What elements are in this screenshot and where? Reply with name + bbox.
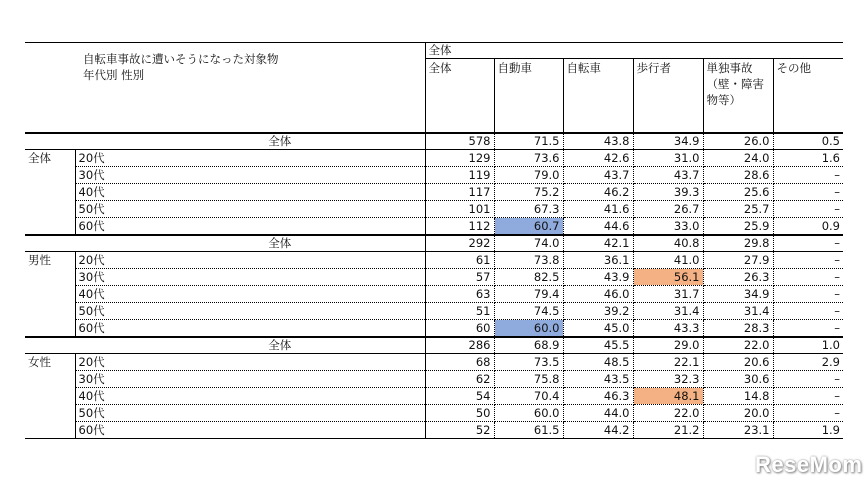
column-header-line: （壁・障害 (706, 77, 764, 91)
column-header (425, 59, 494, 133)
table-cell: 33.0 (633, 218, 703, 235)
age-label: 20代 (75, 150, 425, 167)
table-cell: 286 (425, 337, 494, 354)
column-header-line: その他 (776, 61, 811, 75)
table-cell: 31.0 (633, 150, 703, 167)
table-row (25, 286, 843, 303)
header-row-group (25, 43, 843, 59)
table-cell: 1.6 (773, 150, 843, 167)
table-cell: 68.9 (494, 337, 563, 354)
table-cell: 32.3 (633, 371, 703, 388)
column-header (773, 59, 843, 133)
table-row (25, 371, 843, 388)
column-header-line: 全体 (428, 61, 452, 75)
table-cell: 73.8 (494, 252, 563, 269)
table-cell: 43.7 (563, 167, 633, 184)
table-cell: – (773, 286, 843, 303)
table-row (25, 320, 843, 337)
table-cell: 21.2 (633, 422, 703, 439)
table-cell: 117 (425, 184, 494, 201)
column-header (703, 59, 773, 133)
table-cell: 73.5 (494, 354, 563, 371)
group-total-row (25, 133, 843, 150)
table-cell: 41.0 (633, 252, 703, 269)
table-cell: – (773, 320, 843, 337)
table-cell: 1.9 (773, 422, 843, 439)
table-cell: 39.2 (563, 303, 633, 320)
table-cell: 46.0 (563, 286, 633, 303)
group-total-label: 全体 (25, 337, 425, 354)
table-cell: – (773, 201, 843, 218)
table-cell: 0.5 (773, 133, 843, 150)
table-cell: 43.7 (633, 167, 703, 184)
column-header-line: 単独事故 (706, 61, 753, 75)
table-cell: 61.5 (494, 422, 563, 439)
column-header (563, 59, 633, 133)
group-total-label: 全体 (25, 235, 425, 252)
table-cell: 42.6 (563, 150, 633, 167)
table-cell: 43.5 (563, 371, 633, 388)
table-cell: 101 (425, 201, 494, 218)
table-cell: 2.9 (773, 354, 843, 371)
table-cell: 28.3 (703, 320, 773, 337)
age-label: 50代 (75, 303, 425, 320)
table-cell: 52 (425, 422, 494, 439)
table-cell: 75.8 (494, 371, 563, 388)
table-cell: – (773, 303, 843, 320)
table-cell: 50 (425, 405, 494, 422)
table-cell: 34.9 (703, 286, 773, 303)
table-row (25, 252, 843, 269)
header-group-label: 全体 (425, 43, 843, 59)
table-cell: 119 (425, 167, 494, 184)
table-cell: 46.2 (563, 184, 633, 201)
table-cell: 43.9 (563, 269, 633, 286)
age-label: 40代 (75, 184, 425, 201)
table-cell: 57 (425, 269, 494, 286)
table-cell: 22.0 (703, 337, 773, 354)
table-cell: 54 (425, 388, 494, 405)
table-cell: 27.9 (703, 252, 773, 269)
table-cell: 45.5 (563, 337, 633, 354)
column-header (494, 59, 563, 133)
table-cell: 43.8 (563, 133, 633, 150)
table-cell: 292 (425, 235, 494, 252)
table-cell: – (773, 388, 843, 405)
age-label: 50代 (75, 405, 425, 422)
table-row (25, 184, 843, 201)
table-cell: 25.7 (703, 201, 773, 218)
table-cell: 25.6 (703, 184, 773, 201)
group-label: 女性 (25, 354, 75, 439)
table-description (25, 43, 425, 133)
table-cell: 74.0 (494, 235, 563, 252)
table-cell: 20.6 (703, 354, 773, 371)
table-cell: 82.5 (494, 269, 563, 286)
age-label: 30代 (75, 371, 425, 388)
table-cell: 34.9 (633, 133, 703, 150)
table-cell: 79.0 (494, 167, 563, 184)
table-cell: 48.5 (563, 354, 633, 371)
table-cell: – (773, 252, 843, 269)
table-cell: 51 (425, 303, 494, 320)
table-cell: 60.0 (494, 405, 563, 422)
table-cell: 24.0 (703, 150, 773, 167)
group-total-row (25, 235, 843, 252)
table-row (25, 218, 843, 235)
description-line: 自転車事故に遭いそうになった対象物 (83, 52, 279, 66)
table-cell: 41.6 (563, 201, 633, 218)
table-cell: 14.8 (703, 388, 773, 405)
table-row (25, 201, 843, 218)
column-header-line: 自転車 (566, 61, 601, 75)
table-cell: 578 (425, 133, 494, 150)
column-header-line: 歩行者 (636, 61, 671, 75)
table-cell: 39.3 (633, 184, 703, 201)
age-label: 50代 (75, 201, 425, 218)
column-header (633, 59, 703, 133)
highlighted-cell: 60.7 (494, 218, 563, 235)
table-row (25, 167, 843, 184)
table-cell: 79.4 (494, 286, 563, 303)
table-cell: 73.6 (494, 150, 563, 167)
table-cell: 70.4 (494, 388, 563, 405)
table-cell: 71.5 (494, 133, 563, 150)
table-cell: 31.7 (633, 286, 703, 303)
age-label: 20代 (75, 354, 425, 371)
table-cell: 60 (425, 320, 494, 337)
table-cell: – (773, 184, 843, 201)
table-cell: 68 (425, 354, 494, 371)
table-cell: – (773, 371, 843, 388)
watermark-logo: ReseMom (755, 452, 863, 477)
table-cell: 67.3 (494, 201, 563, 218)
group-total-label: 全体 (25, 133, 425, 150)
highlighted-cell: 56.1 (633, 269, 703, 286)
table-cell: 61 (425, 252, 494, 269)
table-cell: 26.0 (703, 133, 773, 150)
age-label: 30代 (75, 269, 425, 286)
age-label: 60代 (75, 320, 425, 337)
table-cell: 29.0 (633, 337, 703, 354)
table-cell: 112 (425, 218, 494, 235)
highlighted-cell: 60.0 (494, 320, 563, 337)
table-row (25, 303, 843, 320)
age-label: 60代 (75, 422, 425, 439)
table-row (25, 405, 843, 422)
table-cell: 0.9 (773, 218, 843, 235)
table-cell: 29.8 (703, 235, 773, 252)
table-cell: 43.3 (633, 320, 703, 337)
table-cell: 74.5 (494, 303, 563, 320)
table-cell: 23.1 (703, 422, 773, 439)
table-cell: 25.9 (703, 218, 773, 235)
age-label: 20代 (75, 252, 425, 269)
table-cell: 1.0 (773, 337, 843, 354)
table-cell: – (773, 235, 843, 252)
table-cell: 129 (425, 150, 494, 167)
table-cell: 62 (425, 371, 494, 388)
table-cell: 42.1 (563, 235, 633, 252)
table-cell: 20.0 (703, 405, 773, 422)
table-row (25, 269, 843, 286)
table-row (25, 388, 843, 405)
group-label: 男性 (25, 252, 75, 337)
table-row (25, 354, 843, 371)
table-cell: – (773, 405, 843, 422)
table-cell: 44.0 (563, 405, 633, 422)
table-cell: 22.0 (633, 405, 703, 422)
age-label: 60代 (75, 218, 425, 235)
table-cell: 30.6 (703, 371, 773, 388)
table-row (25, 422, 843, 439)
table-cell: 63 (425, 286, 494, 303)
column-header-line: 物等） (706, 93, 741, 107)
highlighted-cell: 48.1 (633, 388, 703, 405)
table-cell: 22.1 (633, 354, 703, 371)
table-cell: 26.3 (703, 269, 773, 286)
table-cell: 36.1 (563, 252, 633, 269)
table-cell: 45.0 (563, 320, 633, 337)
age-label: 40代 (75, 388, 425, 405)
table-cell: – (773, 167, 843, 184)
table-cell: 31.4 (633, 303, 703, 320)
description-line: 年代別 性別 (83, 68, 145, 82)
table-cell: 44.2 (563, 422, 633, 439)
table-cell: 75.2 (494, 184, 563, 201)
table-cell: 46.3 (563, 388, 633, 405)
group-total-row (25, 337, 843, 354)
table-cell: 40.8 (633, 235, 703, 252)
table-cell: – (773, 269, 843, 286)
age-label: 40代 (75, 286, 425, 303)
table-cell: 28.6 (703, 167, 773, 184)
column-header-line: 自動車 (497, 61, 532, 75)
table-cell: 31.4 (703, 303, 773, 320)
table-row (25, 150, 843, 167)
data-table (25, 42, 843, 439)
table-cell: 44.6 (563, 218, 633, 235)
age-label: 30代 (75, 167, 425, 184)
table-cell: 26.7 (633, 201, 703, 218)
group-label: 全体 (25, 150, 75, 235)
